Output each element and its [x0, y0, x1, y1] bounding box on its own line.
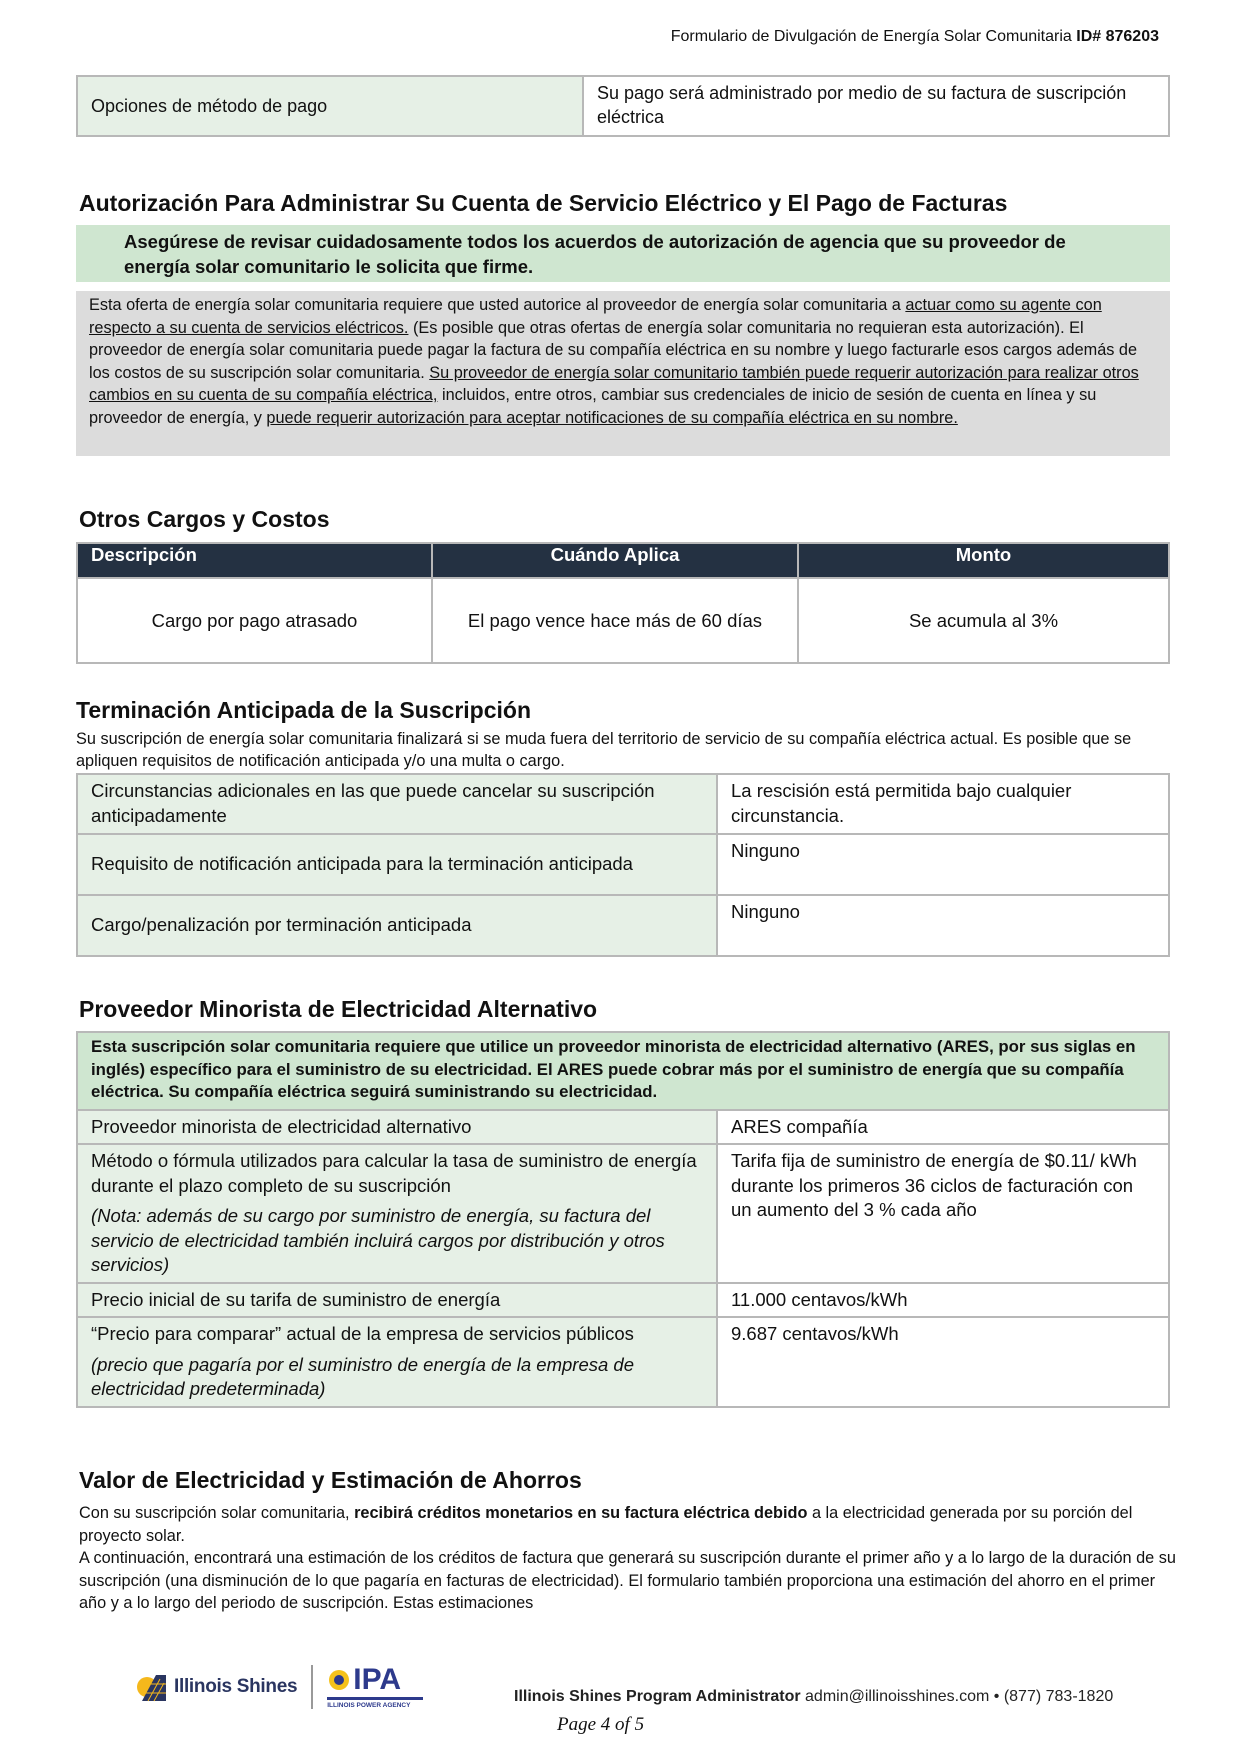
page-number: Page 4 of 5 — [557, 1714, 645, 1735]
authorization-heading: Autorización Para Administrar Su Cuenta de Servicio Eléctrico y El Pago de Facturas — [79, 190, 1008, 216]
text: ARES — [942, 1037, 990, 1056]
bold-text: recibirá créditos monetarios en su factura eléctrica debido — [354, 1504, 808, 1522]
ipa-logo — [327, 1665, 423, 1709]
other-charges-table — [76, 542, 1170, 664]
underlined-text: puede requerir autorización para aceptar notificaciones de su compañía eléctrica en su nombre. — [266, 408, 958, 427]
payment-method-label: Opciones de método de pago — [77, 76, 583, 136]
table-row — [77, 834, 1169, 895]
sunflower-icon — [327, 1667, 351, 1693]
column-header: Monto — [798, 543, 1169, 578]
text: ARES — [556, 1059, 604, 1079]
ares-notice — [77, 1032, 1169, 1110]
footer-logos — [136, 1665, 423, 1709]
row-label: Requisito de notificación anticipada para la terminación anticipada — [77, 834, 717, 895]
termination-table — [76, 773, 1170, 957]
ares-heading: Proveedor Minorista de Electricidad Alternativo — [79, 996, 598, 1022]
table-row — [77, 895, 1169, 956]
termination-heading: Terminación Anticipada de la Suscripción — [76, 697, 531, 723]
text: Esta oferta de energía solar comunitaria requiere que usted autorice al proveedor de energía solar comunitaria a — [89, 296, 906, 314]
row-label — [77, 1317, 717, 1407]
underlined-text: Su proveedor de energía solar comunitario también puede requerir autorización para realizar otros cambios en su cuenta de su compañía eléctrica, — [89, 363, 1139, 405]
text: (Es posible que otras ofertas de energía solar comunitaria no requieran esta autorización). El proveedor de energía solar comunitaria puede pagar la factura de su compañía eléctrica en su nombre y luego facturarle esos cargos además de los costos de su suscripción solar comunitaria. — [89, 318, 1138, 382]
illinois-shines-text: Illinois Shines — [174, 1676, 298, 1697]
table-cell: El pago vence hace más de 60 días — [432, 578, 798, 663]
table-row — [77, 1317, 1169, 1407]
termination-description: Su suscripción de energía solar comunitaria finalizará si se muda fuera del territorio de servicio de su compañía eléctrica actual. Es posible que se apliquen requisitos de notificación anticipada y/o una multa o cargo. — [76, 730, 1132, 770]
other-charges-heading: Otros Cargos y Costos — [79, 506, 330, 532]
text: Con su suscripción solar comunitaria, — [79, 1504, 355, 1522]
illinois-shines-logo — [136, 1671, 297, 1703]
row-value: Tarifa fija de suministro de energía de $0.11/ kWh durante los primeros 36 ciclos de facturación con un aumento del 3 % cada año — [717, 1144, 1169, 1283]
column-header: Cuándo Aplica — [432, 543, 798, 578]
label-note: (precio que pagaría por el suministro de energía de la empresa de electricidad predeterminada) — [91, 1353, 634, 1399]
ipa-underline — [327, 1697, 423, 1700]
row-value: ARES compañía — [717, 1110, 1169, 1145]
contact-info: admin@illinoisshines.com • (877) 783-1820 — [800, 1688, 1114, 1705]
column-header: Descripción — [77, 543, 432, 578]
underlined-text: actuar como su agente con respecto a su cuenta de servicios eléctricos. — [89, 296, 1102, 337]
row-label: Circunstancias adicionales en las que puede cancelar su suscripción anticipadamente — [77, 774, 717, 834]
table-header-row — [77, 543, 1169, 578]
text: , por sus siglas en inglés) específico para el suministro de su electricidad. El — [91, 1037, 1136, 1079]
page-header — [671, 28, 1159, 46]
text: incluidos, entre otros, cambiar sus credenciales de inicio de sesión de cuenta en línea y su proveedor de energía, y — [89, 386, 1097, 427]
payment-method-value: Su pago será administrado por medio de su factura de suscripción eléctrica — [583, 76, 1169, 136]
authorization-notice: Asegúrese de revisar cuidadosamente todos los acuerdos de autorización de agencia que su proveedor de energía solar comunitario le solicita que firme. — [76, 225, 1170, 282]
form-id: ID# 876203 — [1076, 28, 1159, 45]
value-paragraph-1 — [79, 1502, 1179, 1547]
table-row — [77, 1283, 1169, 1318]
text: Esta suscripción solar comunitaria requiere que utilice un proveedor minorista de electricidad alternativo ( — [91, 1037, 943, 1056]
table-row — [77, 774, 1169, 834]
label-text: Método o fórmula utilizados para calcular la tasa de suministro de energía durante el plazo completo de su suscripción — [91, 1150, 697, 1196]
ipa-text: IPA — [353, 1663, 402, 1696]
text: puede cobrar más por el suministro de energía que su compañía eléctrica. Su compañía eléctrica seguirá suministrando su electricidad. — [91, 1059, 1124, 1101]
row-value: 11.000 centavos/kWh — [717, 1283, 1169, 1318]
row-label: Proveedor minorista de electricidad alternativo — [77, 1110, 717, 1145]
label-note: (Nota: además de su cargo por suministro de energía, su factura del servicio de electricidad también incluirá cargos por distribución y otros servicios) — [91, 1205, 665, 1275]
footer-contact — [514, 1688, 1113, 1706]
form-title: Formulario de Divulgación de Energía Solar Comunitaria — [670, 28, 1072, 45]
row-value: Ninguno — [717, 895, 1169, 956]
table-row — [77, 76, 1169, 136]
ares-notice-row — [77, 1032, 1169, 1110]
payment-method-table — [76, 75, 1170, 137]
row-label — [77, 1144, 717, 1283]
row-value: La rescisión está permitida bajo cualquier circunstancia. — [717, 774, 1169, 834]
row-value: Ninguno — [717, 834, 1169, 895]
row-label: Precio inicial de su tarifa de suministro de energía — [77, 1283, 717, 1318]
table-row — [77, 578, 1169, 663]
table-cell: Cargo por pago atrasado — [77, 578, 432, 663]
row-value: 9.687 centavos/kWh — [717, 1317, 1169, 1407]
table-row — [77, 1110, 1169, 1145]
value-paragraph-2: A continuación, encontrará una estimación de los créditos de factura que generará su suscripción durante el primer año y a lo largo de la duración de su suscripción (una disminución de lo que pagaría en facturas de electricidad). El formulario también proporciona una estimación del ahorro en el primer año y a lo largo del periodo de suscripción. Estas estimaciones — [79, 1549, 1176, 1612]
ipa-subtitle: ILLINOIS POWER AGENCY — [327, 1702, 411, 1709]
solar-panel-icon — [136, 1671, 170, 1703]
label-text: “Precio para comparar” actual de la empresa de servicios públicos — [91, 1323, 634, 1344]
table-cell: Se acumula al 3% — [798, 578, 1169, 663]
admin-label: Illinois Shines Program Administrator — [514, 1688, 801, 1705]
value-body — [79, 1502, 1179, 1615]
ares-table — [76, 1031, 1170, 1408]
table-row — [77, 1144, 1169, 1283]
logo-divider — [311, 1665, 313, 1709]
row-label: Cargo/penalización por terminación anticipada — [77, 895, 717, 956]
value-heading: Valor de Electricidad y Estimación de Ahorros — [79, 1467, 582, 1493]
text: a la electricidad generada por su porción del proyecto solar. — [79, 1504, 1133, 1545]
authorization-body — [76, 291, 1170, 456]
